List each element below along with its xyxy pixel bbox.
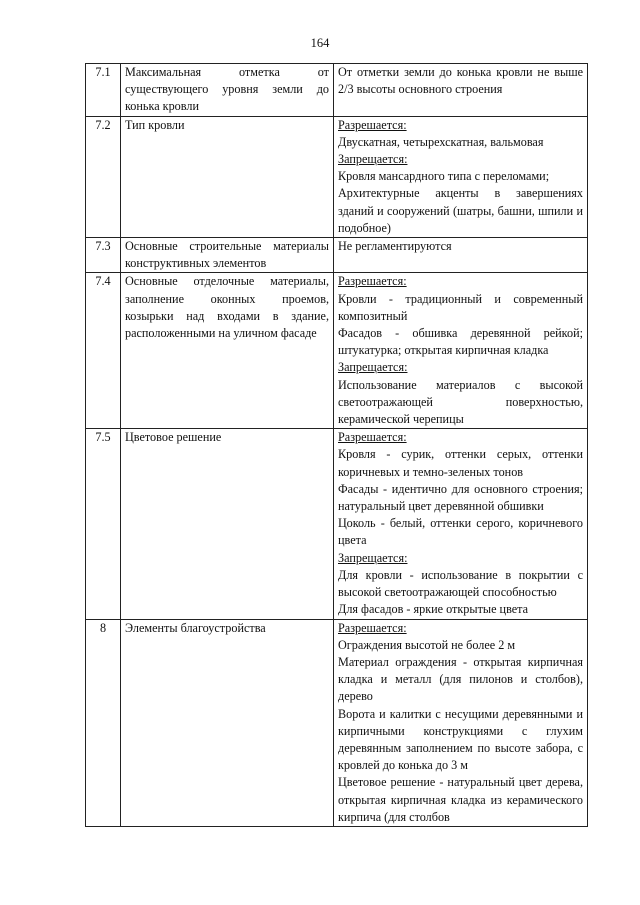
requirement-text: Использование материалов с высокой светоотражающей поверхностью, керамической черепицы: [338, 377, 583, 427]
row-number: 7.5: [86, 429, 121, 619]
table-row: [86, 619, 588, 826]
table-row: [86, 273, 588, 429]
page-number: 164: [310, 36, 330, 50]
requirement-heading: Разрешается:: [338, 430, 407, 445]
requirement-heading: Разрешается:: [338, 274, 407, 289]
table-row: [86, 64, 588, 117]
requirement-heading: Запрещается:: [338, 360, 408, 375]
requirement-text: Кровля - сурик, оттенки серых, оттенки коричневых и темно-зеленых тонов: [338, 447, 583, 479]
requirement-heading: Разрешается:: [338, 620, 407, 635]
requirement-text: Цоколь - белый, оттенки серого, коричневого цвета: [338, 516, 583, 548]
requirement-text: Двускатная, четырехскатная, вальмовая: [338, 134, 544, 149]
parameter-name: Тип кровли: [121, 116, 334, 237]
requirement-heading: Разрешается:: [338, 117, 407, 132]
requirement-text: Для кровли - использование в покрытии с высокой светоотражающей способностью: [338, 567, 583, 600]
requirement-heading: Запрещается:: [338, 152, 408, 167]
parameter-name: Основные отделочные материалы, заполнение оконных проемов, козырьки над входами в здание, расположенными на уличном фасаде: [121, 273, 334, 429]
parameter-name: Максимальная отметка от существующего уровня земли до конька кровли: [121, 64, 334, 117]
parameter-name: Элементы благоустройства: [121, 619, 334, 826]
row-number: 8: [86, 619, 121, 826]
requirement-text: Ворота и калитки с несущими деревянными и кирпичными конструкциями с глухим деревянным заполнением по высоте забора, с кровлей до конька до 3 м: [338, 706, 583, 773]
row-number: 7.3: [86, 238, 121, 273]
table-row: [86, 116, 588, 237]
parameter-name: Цветовое решение: [121, 429, 334, 619]
table-row: [86, 238, 588, 273]
requirement-heading: Запрещается:: [338, 550, 408, 565]
row-number: 7.4: [86, 273, 121, 429]
parameter-requirements: [334, 238, 588, 273]
requirement-text: Ограждения высотой не более 2 м: [338, 637, 516, 652]
requirement-text: Архитектурные акценты в завершениях зданий и сооружений (шатры, башни, шпили и подобное): [338, 186, 583, 235]
parameter-requirements: [334, 64, 588, 117]
row-number: 7.2: [86, 116, 121, 237]
regulations-table: [85, 63, 588, 827]
table-row: [86, 429, 588, 619]
requirement-text: Фасадов - обшивка деревянной рейкой; штукатурка; открытая кирпичная кладка: [338, 326, 583, 358]
parameter-requirements: [334, 116, 588, 237]
requirement-text: Кровля мансардного типа с переломами;: [338, 169, 550, 184]
regulations-table-body: [86, 64, 588, 827]
requirement-text: Не регламентируются: [338, 239, 452, 254]
row-number: 7.1: [86, 64, 121, 117]
requirement-text: Фасады - идентично для основного строения; натуральный цвет деревянной обшивки: [338, 481, 583, 514]
requirement-text: Кровли - традиционный и современный композитный: [338, 291, 583, 323]
requirement-text: Цветовое решение - натуральный цвет дерева, открытая кирпичная кладка из керамического кирпича (для столбов: [338, 775, 583, 824]
parameter-name: Основные строительные материалы конструктивных элементов: [121, 238, 334, 273]
parameter-requirements: [334, 619, 588, 826]
parameter-requirements: [334, 273, 588, 429]
parameter-requirements: [334, 429, 588, 619]
requirement-text: Для фасадов - яркие открытые цвета: [338, 602, 529, 617]
requirement-text: Материал ограждения - открытая кирпичная кладка и металл (для пилонов и столбов), дерево: [338, 654, 583, 704]
requirement-text: От отметки земли до конька кровли не выше 2/3 высоты основного строения: [338, 65, 583, 97]
